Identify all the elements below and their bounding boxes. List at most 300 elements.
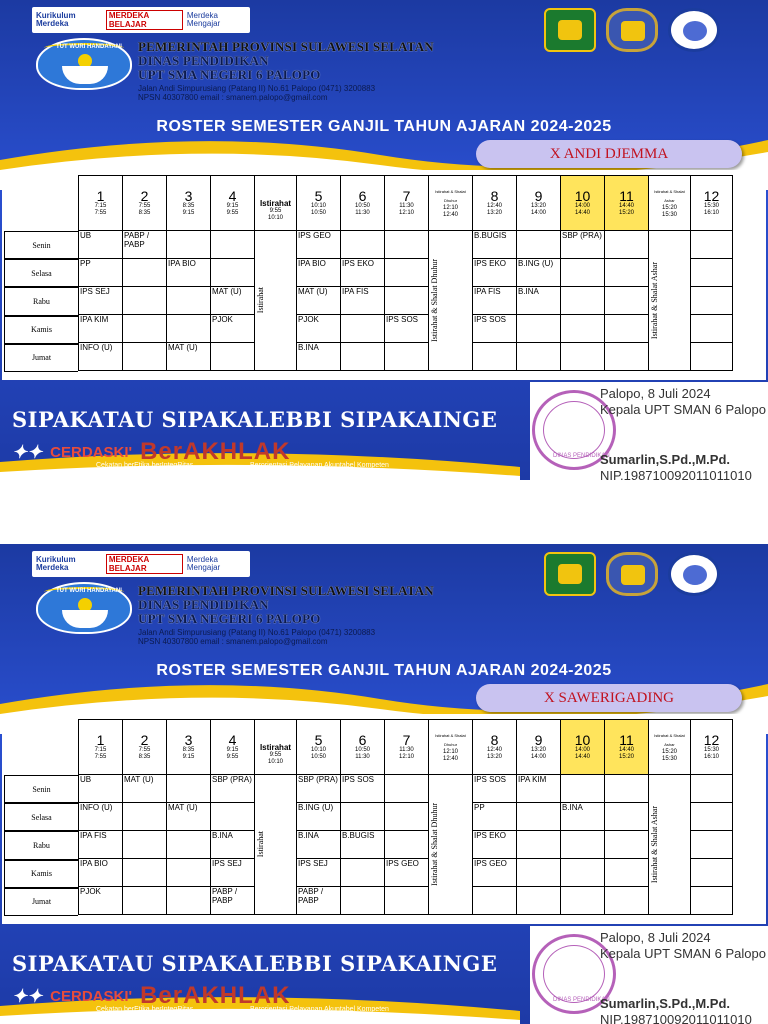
period-number: Istirahat bbox=[259, 198, 292, 208]
header-address: Jalan Andi Simpurusiang (Patang II) No.61 Palopo (0471) 3200883 bbox=[138, 84, 376, 93]
subject-cell: IPS SEJ bbox=[79, 287, 123, 315]
period-header bbox=[123, 176, 167, 231]
merdeka-mengajar-logo: Merdeka Mengajar bbox=[186, 555, 221, 572]
subject-cell bbox=[561, 287, 605, 315]
period-header bbox=[167, 176, 211, 231]
period-number: 12 bbox=[703, 732, 720, 748]
sipakatau-logo-icon: ✦✦ bbox=[12, 441, 43, 462]
tutwuri-text: TUT WURI HANDAYANI bbox=[56, 44, 122, 50]
emblems bbox=[544, 8, 720, 52]
day-row bbox=[79, 287, 733, 315]
subject-cell: IPS SOS bbox=[385, 315, 429, 343]
subject-cell: IPS SOS bbox=[341, 775, 385, 803]
period-start: 15:30 bbox=[703, 747, 719, 753]
subject-cell bbox=[691, 343, 733, 371]
period-header bbox=[429, 176, 473, 231]
subject-cell: MAT (U) bbox=[297, 287, 341, 315]
ber-sub1: Berorientasi Pelayanan Akuntabel Kompeten bbox=[250, 462, 389, 469]
period-header bbox=[79, 720, 123, 775]
schedule-table-area bbox=[2, 714, 766, 924]
period-end: 13:20 bbox=[486, 210, 502, 216]
subject-cell bbox=[341, 859, 385, 887]
period-end: 16:10 bbox=[703, 210, 719, 216]
subject-cell: MAT (U) bbox=[167, 803, 211, 831]
day-row bbox=[79, 803, 733, 831]
period-start: 9:15 bbox=[226, 747, 239, 753]
period-number: 9 bbox=[534, 732, 543, 748]
class-name-badge: X ANDI DJEMMA bbox=[476, 140, 742, 168]
period-number: Istirahat & Shalat Ashar bbox=[654, 189, 685, 203]
period-header bbox=[167, 720, 211, 775]
subject-cell bbox=[517, 887, 561, 915]
subject-cell: IPA KIM bbox=[79, 315, 123, 343]
subject-cell bbox=[123, 887, 167, 915]
period-start: 13:20 bbox=[530, 747, 546, 753]
ber-sub2: Harmonis Loyal Adaptif Kolaboratif bbox=[250, 1015, 358, 1022]
province-emblem-icon bbox=[544, 8, 596, 52]
signer-position: Kepala UPT SMAN 6 Palopo bbox=[600, 946, 766, 961]
subject-cell bbox=[385, 803, 429, 831]
subject-cell: IPA BIO bbox=[297, 259, 341, 287]
emblems bbox=[544, 552, 720, 596]
subject-cell bbox=[167, 887, 211, 915]
period-start: 15:30 bbox=[703, 203, 719, 209]
subject-cell bbox=[691, 803, 733, 831]
subject-cell bbox=[605, 831, 649, 859]
subject-cell: UB bbox=[79, 231, 123, 259]
subject-cell: IPS SOS bbox=[473, 315, 517, 343]
subject-cell bbox=[517, 803, 561, 831]
day-label: Rabu bbox=[4, 287, 78, 315]
header-line1: PEMERINTAH PROVINSI SULAWESI SELATAN bbox=[138, 583, 434, 598]
day-row bbox=[79, 831, 733, 859]
subject-cell bbox=[123, 831, 167, 859]
period-start: 12:10 bbox=[442, 749, 458, 755]
subject-cell: IPS EKO bbox=[341, 259, 385, 287]
period-number: 6 bbox=[358, 188, 367, 204]
period-header bbox=[605, 720, 649, 775]
period-number: 1 bbox=[96, 188, 105, 204]
subject-cell: IPA FIS bbox=[473, 287, 517, 315]
signature-block bbox=[530, 382, 768, 480]
city-emblem-icon bbox=[606, 8, 658, 52]
period-end: 12:40 bbox=[442, 756, 458, 762]
subject-cell bbox=[385, 831, 429, 859]
tut-wuri-handayani-logo bbox=[36, 38, 132, 90]
subject-cell: IPA BIO bbox=[79, 859, 123, 887]
break-cell bbox=[429, 775, 473, 915]
subject-cell bbox=[691, 887, 733, 915]
period-number: 9 bbox=[534, 188, 543, 204]
subject-cell: INFO (U) bbox=[79, 803, 123, 831]
period-start: 15:20 bbox=[661, 205, 677, 211]
subject-cell bbox=[167, 831, 211, 859]
period-end: 12:10 bbox=[398, 210, 414, 216]
day-label: Senin bbox=[4, 231, 78, 259]
subject-cell: MAT (U) bbox=[211, 287, 255, 315]
period-number: 4 bbox=[228, 188, 237, 204]
period-number: 4 bbox=[228, 732, 237, 748]
place-date: Palopo, 8 Juli 2024 bbox=[600, 930, 711, 945]
cerdas-sub2: berDedikasi Akuntabel Solid bbox=[86, 1015, 174, 1022]
subject-cell bbox=[167, 287, 211, 315]
period-header bbox=[211, 720, 255, 775]
day-row bbox=[79, 315, 733, 343]
day-label: Rabu bbox=[4, 831, 78, 859]
break-label: Istirahat & Shalat Ashar bbox=[650, 805, 659, 884]
period-start: 11:30 bbox=[399, 747, 414, 753]
subject-cell bbox=[385, 231, 429, 259]
period-start: 7:55 bbox=[138, 203, 151, 209]
subject-cell: IPS GEO bbox=[473, 859, 517, 887]
province-emblem-icon bbox=[544, 552, 596, 596]
subject-cell bbox=[605, 775, 649, 803]
ministry-logos bbox=[32, 7, 250, 33]
period-header bbox=[691, 720, 733, 775]
subject-cell bbox=[473, 887, 517, 915]
school-emblem-icon bbox=[668, 552, 720, 596]
subject-cell bbox=[517, 859, 561, 887]
header-npsn: NPSN 40307800 email : smanem.palopo@gmail.com bbox=[138, 93, 328, 102]
subject-cell bbox=[385, 287, 429, 315]
cerdas-sub1: Cekatan berEtika berIntegRitas bbox=[96, 1006, 194, 1013]
roster-title: ROSTER SEMESTER GANJIL TAHUN AJARAN 2024-2025 bbox=[156, 118, 612, 135]
period-header bbox=[297, 176, 341, 231]
subject-cell bbox=[605, 287, 649, 315]
period-end: 15:30 bbox=[661, 756, 677, 762]
period-end: 14:40 bbox=[574, 754, 590, 760]
subject-cell: INFO (U) bbox=[79, 343, 123, 371]
period-start: 15:20 bbox=[661, 749, 677, 755]
header-address: Jalan Andi Simpurusiang (Patang II) No.61 Palopo (0471) 3200883 bbox=[138, 628, 376, 637]
schedule-table bbox=[78, 175, 733, 371]
subject-cell bbox=[691, 775, 733, 803]
berakhlak-logo: BerAKHLAK bbox=[140, 982, 291, 1009]
subject-cell: B.INA bbox=[561, 803, 605, 831]
break-cell bbox=[649, 231, 691, 371]
subject-cell bbox=[691, 287, 733, 315]
subject-cell: PJOK bbox=[79, 887, 123, 915]
day-column bbox=[4, 775, 78, 916]
period-number: 2 bbox=[140, 188, 149, 204]
subject-cell bbox=[123, 803, 167, 831]
kurikulum-merdeka-logo: Kurikulum Merdeka bbox=[36, 555, 76, 572]
subject-cell: IPS SOS bbox=[473, 775, 517, 803]
break-label: Istirahat bbox=[256, 831, 265, 858]
subject-cell bbox=[605, 343, 649, 371]
period-start: 10:10 bbox=[310, 203, 326, 209]
subject-cell bbox=[517, 231, 561, 259]
subject-cell bbox=[561, 887, 605, 915]
subject-cell bbox=[561, 775, 605, 803]
period-header bbox=[385, 176, 429, 231]
header-line2: DINAS PENDIDIKAN bbox=[138, 597, 269, 612]
institution-header bbox=[138, 40, 434, 102]
period-header bbox=[255, 720, 297, 775]
subject-cell bbox=[605, 231, 649, 259]
period-header bbox=[473, 176, 517, 231]
subject-cell: SBP (PRA) bbox=[211, 775, 255, 803]
period-header bbox=[561, 720, 605, 775]
subject-cell bbox=[691, 315, 733, 343]
subject-cell bbox=[605, 259, 649, 287]
period-header bbox=[211, 176, 255, 231]
subject-cell bbox=[691, 231, 733, 259]
berakhlak-logo: BerAKHLAK bbox=[140, 438, 291, 465]
slogan: SIPAKATAU SIPAKALEBBI SIPAKAINGE bbox=[12, 407, 498, 432]
subject-cell: IPS GEO bbox=[297, 231, 341, 259]
footer-banner bbox=[0, 382, 768, 480]
subject-cell bbox=[561, 859, 605, 887]
break-label: Istirahat bbox=[256, 287, 265, 314]
subject-cell: IPA KIM bbox=[517, 775, 561, 803]
subject-cell bbox=[385, 343, 429, 371]
kurikulum-merdeka-logo: Kurikulum Merdeka bbox=[36, 11, 76, 28]
period-start: 8:35 bbox=[182, 203, 195, 209]
period-end: 7:55 bbox=[94, 754, 107, 760]
school-emblem-icon bbox=[668, 8, 720, 52]
city-emblem-icon bbox=[606, 552, 658, 596]
header-line3: UPT SMA NEGERI 6 PALOPO bbox=[138, 67, 321, 82]
period-end: 14:00 bbox=[530, 754, 546, 760]
day-column bbox=[4, 231, 78, 372]
period-header bbox=[79, 176, 123, 231]
subject-cell: B.INA bbox=[297, 343, 341, 371]
period-header bbox=[649, 720, 691, 775]
subject-cell bbox=[605, 859, 649, 887]
period-end: 11:30 bbox=[355, 210, 370, 216]
subject-cell: IPS GEO bbox=[385, 859, 429, 887]
period-number: 8 bbox=[490, 732, 499, 748]
break-cell bbox=[429, 231, 473, 371]
break-label: Istirahat & Shalat Dhuhur bbox=[430, 259, 439, 342]
ber-sub1: Berorientasi Pelayanan Akuntabel Kompeten bbox=[250, 1006, 389, 1013]
period-end: 10:10 bbox=[267, 758, 283, 765]
subject-cell bbox=[167, 775, 211, 803]
subject-cell: B.BUGIS bbox=[473, 231, 517, 259]
break-cell bbox=[255, 775, 297, 915]
period-start: 7:15 bbox=[94, 747, 107, 753]
day-row bbox=[79, 231, 733, 259]
subject-cell bbox=[211, 803, 255, 831]
period-end: 8:35 bbox=[138, 754, 151, 760]
day-label: Jumat bbox=[4, 344, 78, 372]
period-header bbox=[691, 176, 733, 231]
subject-cell: B.INA bbox=[211, 831, 255, 859]
period-header bbox=[649, 176, 691, 231]
subject-cell bbox=[211, 343, 255, 371]
period-start: 11:30 bbox=[399, 203, 414, 209]
signer-position: Kepala UPT SMAN 6 Palopo bbox=[600, 402, 766, 417]
period-end: 10:50 bbox=[310, 754, 326, 760]
period-end: 16:10 bbox=[703, 754, 719, 760]
merdeka-belajar-logo: MERDEKA BELAJAR bbox=[106, 554, 183, 574]
period-end: 8:35 bbox=[138, 210, 151, 216]
period-start: 10:50 bbox=[354, 203, 370, 209]
period-end: 15:20 bbox=[618, 754, 634, 760]
period-number: 5 bbox=[314, 188, 323, 204]
subject-cell: PJOK bbox=[211, 315, 255, 343]
subject-cell bbox=[211, 231, 255, 259]
footer-banner bbox=[0, 926, 768, 1024]
period-header bbox=[385, 720, 429, 775]
period-start: 7:55 bbox=[138, 747, 151, 753]
subject-cell bbox=[691, 859, 733, 887]
period-end: 12:10 bbox=[398, 754, 414, 760]
roster-panel bbox=[0, 0, 768, 480]
period-start: 9:15 bbox=[226, 203, 239, 209]
subject-cell bbox=[605, 315, 649, 343]
period-start: 13:20 bbox=[530, 203, 546, 209]
subject-cell: B.ING (U) bbox=[297, 803, 341, 831]
period-number: 5 bbox=[314, 732, 323, 748]
institution-header bbox=[138, 584, 434, 646]
slogan: SIPAKATAU SIPAKALEBBI SIPAKAINGE bbox=[12, 951, 498, 976]
subject-cell: IPA FIS bbox=[79, 831, 123, 859]
subject-cell: IPA FIS bbox=[341, 287, 385, 315]
period-header bbox=[297, 720, 341, 775]
day-row bbox=[79, 887, 733, 915]
cerdaski-logo: CERDASKI' bbox=[50, 987, 133, 1005]
roster-panel bbox=[0, 544, 768, 1024]
period-start: 12:10 bbox=[442, 205, 458, 211]
period-end: 9:15 bbox=[182, 210, 195, 216]
period-number: 2 bbox=[140, 732, 149, 748]
period-header bbox=[341, 720, 385, 775]
period-number: 10 bbox=[574, 188, 591, 204]
header-line2: DINAS PENDIDIKAN bbox=[138, 53, 269, 68]
subject-cell bbox=[123, 287, 167, 315]
cerdas-sub1: Cekatan berEtika berIntegRitas bbox=[96, 462, 194, 469]
period-header bbox=[517, 720, 561, 775]
period-header bbox=[561, 176, 605, 231]
period-header bbox=[473, 720, 517, 775]
day-label: Jumat bbox=[4, 888, 78, 916]
subject-cell bbox=[691, 259, 733, 287]
period-start: 10:50 bbox=[354, 747, 370, 753]
merdeka-belajar-logo: MERDEKA BELAJAR bbox=[106, 10, 183, 30]
period-start: 10:10 bbox=[310, 747, 326, 753]
period-start: 14:00 bbox=[574, 747, 590, 753]
break-cell bbox=[649, 775, 691, 915]
period-end: 15:30 bbox=[661, 212, 677, 218]
break-cell bbox=[255, 231, 297, 371]
signer-name: Sumarlin,S.Pd.,M.Pd. bbox=[600, 452, 731, 467]
subject-cell bbox=[561, 831, 605, 859]
subject-cell bbox=[167, 231, 211, 259]
period-start: 9:55 bbox=[269, 751, 282, 758]
subject-cell: IPS EKO bbox=[473, 259, 517, 287]
tutwuri-text: TUT WURI HANDAYANI bbox=[56, 588, 122, 594]
period-number: Istirahat & Shalat Dhuhur bbox=[435, 189, 466, 203]
period-header bbox=[517, 176, 561, 231]
subject-cell: B.INA bbox=[297, 831, 341, 859]
header-line1: PEMERINTAH PROVINSI SULAWESI SELATAN bbox=[138, 39, 434, 54]
day-row bbox=[79, 775, 733, 803]
period-end: 9:15 bbox=[182, 754, 195, 760]
period-header bbox=[255, 176, 297, 231]
subject-cell: IPA BIO bbox=[167, 259, 211, 287]
subject-cell bbox=[561, 259, 605, 287]
place-date: Palopo, 8 Juli 2024 bbox=[600, 386, 711, 401]
ber-sub2: Harmonis Loyal Adaptif Kolaboratif bbox=[250, 471, 358, 478]
subject-cell: PP bbox=[473, 803, 517, 831]
class-name-badge: X SAWERIGADING bbox=[476, 684, 742, 712]
subject-cell: PABP / PABP bbox=[211, 887, 255, 915]
subject-cell bbox=[517, 343, 561, 371]
subject-cell bbox=[341, 315, 385, 343]
period-number: 7 bbox=[402, 732, 411, 748]
period-number: 7 bbox=[402, 188, 411, 204]
ministry-logos bbox=[32, 551, 250, 577]
period-start: 14:40 bbox=[618, 747, 634, 753]
period-end: 10:10 bbox=[267, 214, 283, 221]
subject-cell: B.BUGIS bbox=[341, 831, 385, 859]
period-start: 7:15 bbox=[94, 203, 107, 209]
subject-cell bbox=[605, 803, 649, 831]
period-number: 3 bbox=[184, 188, 193, 204]
period-number: 10 bbox=[574, 732, 591, 748]
break-label: Istirahat & Shalat Dhuhur bbox=[430, 803, 439, 886]
period-start: 8:35 bbox=[182, 747, 195, 753]
subject-cell: MAT (U) bbox=[167, 343, 211, 371]
period-number: Istirahat bbox=[259, 742, 292, 752]
header-line3: UPT SMA NEGERI 6 PALOPO bbox=[138, 611, 321, 626]
subject-cell: B.ING (U) bbox=[517, 259, 561, 287]
subject-cell bbox=[341, 343, 385, 371]
subject-cell bbox=[561, 315, 605, 343]
break-label: Istirahat & Shalat Ashar bbox=[650, 261, 659, 340]
period-number: 12 bbox=[703, 188, 720, 204]
subject-cell bbox=[605, 887, 649, 915]
subject-cell: IPS SEJ bbox=[211, 859, 255, 887]
signature-block bbox=[530, 926, 768, 1024]
subject-cell bbox=[211, 259, 255, 287]
period-end: 13:20 bbox=[486, 754, 502, 760]
period-number: 8 bbox=[490, 188, 499, 204]
subject-cell bbox=[385, 259, 429, 287]
subject-cell: B.INA bbox=[517, 287, 561, 315]
period-start: 14:40 bbox=[618, 203, 634, 209]
period-end: 12:40 bbox=[442, 212, 458, 218]
period-number: Istirahat & Shalat Dhuhur bbox=[435, 733, 466, 747]
period-start: 12:40 bbox=[486, 203, 502, 209]
day-label: Selasa bbox=[4, 259, 78, 287]
period-end: 11:30 bbox=[355, 754, 370, 760]
sipakatau-logo-icon: ✦✦ bbox=[12, 985, 43, 1006]
merdeka-mengajar-logo: Merdeka Mengajar bbox=[186, 11, 221, 28]
subject-cell: MAT (U) bbox=[123, 775, 167, 803]
cerdas-sub2: berDedikasi Akuntabel Solid bbox=[86, 471, 174, 478]
period-header-row bbox=[79, 720, 733, 775]
subject-cell bbox=[691, 831, 733, 859]
subject-cell bbox=[123, 259, 167, 287]
tut-wuri-handayani-logo bbox=[36, 582, 132, 634]
day-row bbox=[79, 259, 733, 287]
subject-cell bbox=[517, 831, 561, 859]
period-number: 11 bbox=[619, 188, 634, 204]
period-end: 7:55 bbox=[94, 210, 107, 216]
signer-name: Sumarlin,S.Pd.,M.Pd. bbox=[600, 996, 731, 1011]
period-number: 3 bbox=[184, 732, 193, 748]
period-header-row bbox=[79, 176, 733, 231]
day-label: Kamis bbox=[4, 860, 78, 888]
schedule-table-area bbox=[2, 170, 766, 380]
subject-cell bbox=[167, 859, 211, 887]
subject-cell: PJOK bbox=[297, 315, 341, 343]
day-label: Kamis bbox=[4, 316, 78, 344]
signer-nip: NIP.198710092011011010 bbox=[600, 468, 752, 480]
